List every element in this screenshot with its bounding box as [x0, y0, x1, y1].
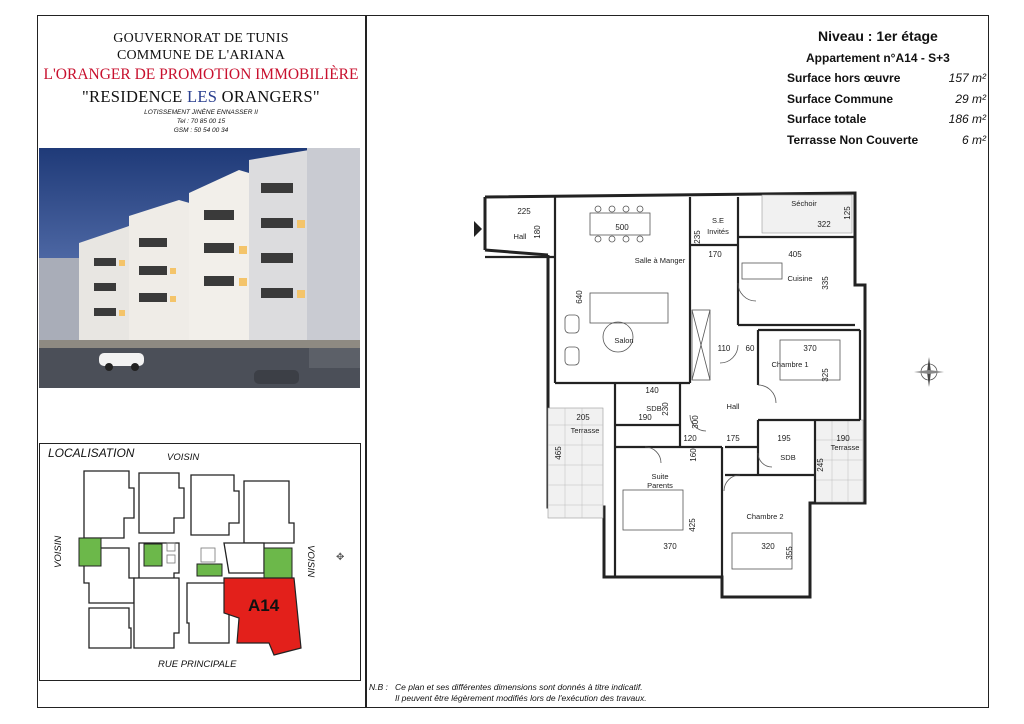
room-hall: Hall	[513, 232, 527, 241]
room-parents: Parents	[647, 481, 673, 490]
room-sdb-1: SDB	[646, 404, 662, 413]
room-chambre-2: Chambre 2	[746, 512, 784, 521]
dim-label: 322	[817, 220, 831, 229]
dim-label: 60	[745, 344, 755, 353]
surface-value: 6 m²	[962, 133, 986, 147]
governorate: GOUVERNORAT DE TUNIS	[113, 31, 289, 46]
voisin-right-label: VOISIN	[305, 545, 316, 578]
note	[369, 682, 647, 704]
dim-label: 190	[638, 413, 652, 422]
residence-pre: "RESIDENCE	[82, 87, 187, 106]
commune: COMMUNE DE L'ARIANA	[116, 48, 286, 63]
dim-label: 225	[517, 207, 531, 216]
floor-plan	[470, 185, 890, 610]
room-cuisine: Cuisine	[787, 274, 813, 283]
dim-label: 175	[726, 434, 740, 443]
header	[38, 30, 364, 135]
dim-label: 170	[708, 250, 722, 259]
dim-label: 195	[777, 434, 791, 443]
dim-label: 160	[689, 448, 698, 462]
room-suite: Suite	[651, 472, 669, 481]
promoter-name: L'ORANGER DE PROMOTION IMMOBILIÈRE	[43, 66, 359, 83]
room-hall-2: Hall	[726, 402, 740, 411]
dim-label: 325	[821, 368, 830, 382]
dim-label: 245	[816, 458, 825, 472]
room-chambre-1: Chambre 1	[771, 360, 809, 369]
dim-label: 230	[661, 402, 670, 416]
dim-label: 370	[663, 542, 677, 551]
note-label: N.B :	[369, 682, 388, 692]
building-photo	[39, 148, 360, 388]
dim-label: 425	[688, 518, 697, 532]
dim-label: 335	[821, 276, 830, 290]
dim-label: 125	[843, 206, 852, 220]
dim-label: 180	[533, 225, 542, 239]
rue-principale-label: RUE PRINCIPALE	[158, 659, 237, 670]
voisin-top-label: VOISIN	[167, 452, 200, 463]
dim-label: 320	[761, 542, 775, 551]
location-title: LOCALISATION	[48, 446, 135, 460]
telephone: Tel : 70 85 00 15	[176, 118, 226, 125]
surface-label: Surface Commune	[787, 92, 894, 106]
dim-label: 120	[683, 434, 697, 443]
room-terrasse-1: Terrasse	[570, 426, 600, 435]
dim-label: 465	[554, 446, 563, 460]
dim-label: 235	[693, 230, 702, 244]
dim-label: 405	[788, 250, 802, 259]
voisin-left-label: VOISIN	[53, 535, 64, 568]
compass-icon	[912, 355, 946, 389]
unit-label: A14	[248, 596, 280, 615]
room-sechoir: Séchoir	[791, 199, 817, 208]
lotissement: LOTISSEMENT JINÈNE ENNASSER II	[144, 109, 258, 116]
unit-a14-highlight	[224, 578, 301, 655]
surface-label: Terrasse Non Couverte	[787, 133, 919, 147]
surface-value: 157 m²	[948, 71, 986, 85]
sheet-divider	[365, 15, 367, 708]
room-salle-a-manger: Salle à Manger	[634, 256, 686, 265]
level-title: Niveau : 1er étage	[818, 28, 938, 44]
room-invites: Invités	[707, 227, 729, 236]
dim-label: 110	[717, 344, 731, 353]
residence-post: ORANGERS"	[217, 87, 320, 106]
apartment-title: Appartement n°A14 - S+3	[806, 51, 950, 65]
room-salon: Salon	[614, 336, 634, 345]
surface-value: 186 m²	[948, 112, 986, 126]
dim-label: 205	[576, 413, 590, 422]
map-compass-icon: ✥	[336, 552, 345, 563]
dim-label: 640	[575, 290, 584, 304]
surface-value: 29 m²	[955, 92, 986, 106]
residence-name	[38, 86, 364, 108]
surface-label: Surface totale	[787, 112, 867, 126]
room-se: S.E	[711, 216, 725, 225]
dim-label: 190	[836, 434, 850, 443]
gsm: GSM : 50 54 00 34	[173, 127, 229, 134]
dim-label: 355	[785, 546, 794, 560]
entry-arrow-icon	[474, 221, 482, 237]
note-line-1: Ce plan et ses différentes dimensions sont donnés à titre indicatif.	[395, 682, 643, 692]
surface-label: Surface hors œuvre	[787, 71, 901, 85]
room-terrasse-2: Terrasse	[830, 443, 860, 452]
dim-label: 370	[803, 344, 817, 353]
dim-label: 300	[691, 415, 700, 429]
dim-label: 140	[645, 386, 659, 395]
note-line-2: Il peuvent être légèrement modifiés lors de l'exécution des travaux.	[395, 693, 647, 703]
residence-les: LES	[186, 87, 218, 106]
room-sdb-2: SDB	[780, 453, 796, 462]
location-map	[39, 443, 361, 681]
dim-label: 500	[615, 223, 629, 232]
